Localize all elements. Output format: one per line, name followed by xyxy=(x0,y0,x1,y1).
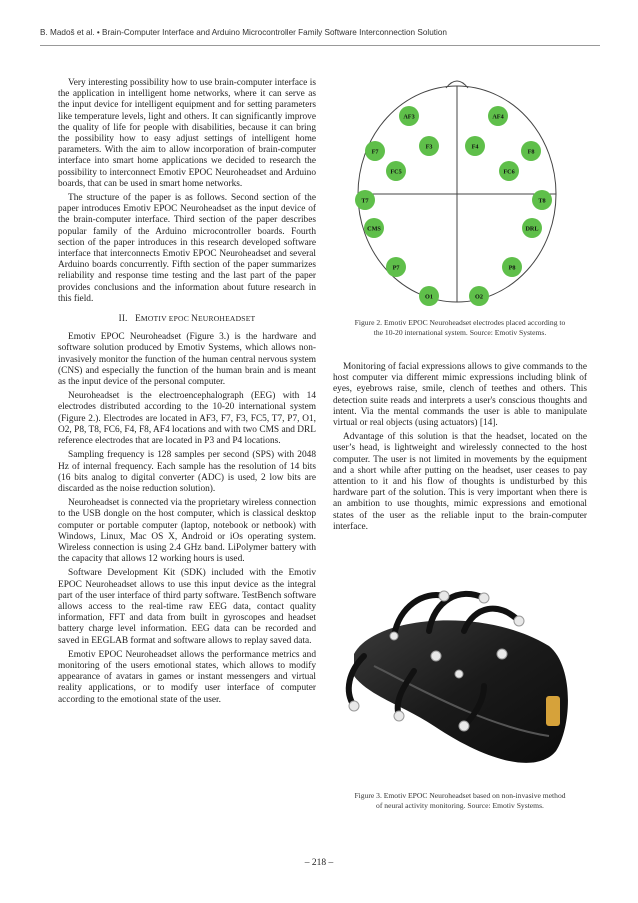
electrode-f4 xyxy=(465,136,485,156)
figure-2-caption xyxy=(328,318,592,337)
svg-text:F3: F3 xyxy=(425,143,433,151)
electrode-af4 xyxy=(488,106,508,126)
svg-text:DRL: DRL xyxy=(525,225,539,233)
section-title-e: E xyxy=(135,313,141,324)
electrode-cms xyxy=(364,218,384,238)
svg-text:F4: F4 xyxy=(471,143,479,151)
right-paragraph-2: Advantage of this solution is that the headset, located on the user’s head, is lightweight and wirelessly connected to the host computer. The user is not limited in movements by the equipment and a short while after putting on the headset, user ceases to pay attention to it and his flow of thoughts is undisturbed by this hardware part of the solution. This is very important when there is an ambition to use thoughts, mimic expressions and emotional states of the user as the reliable input to the brain-computer interface. xyxy=(333,432,587,532)
electrode-head-diagram xyxy=(346,70,568,308)
section2-paragraph-6: Emotiv EPOC Neuroheadset allows the performance metrics and monitoring of the users emotional states, which allows to modify appearance of avatars in games or instant messengers and virtual reality applications, or to modify user interface of computer according to the emotional state of the user. xyxy=(58,649,316,705)
svg-text:FC5: FC5 xyxy=(390,168,402,176)
svg-text:O1: O1 xyxy=(425,293,433,301)
svg-text:F7: F7 xyxy=(371,148,379,156)
svg-text:T8: T8 xyxy=(538,197,546,205)
electrode-o1 xyxy=(419,286,439,306)
electrode-af3 xyxy=(399,106,419,126)
section-title-motiv: MOTIV EPOC xyxy=(140,314,192,324)
svg-text:P8: P8 xyxy=(508,264,516,272)
figure-2-caption-line-2: the 10-20 international system. Source: Emotiv Systems. xyxy=(373,327,547,337)
running-header: B. Madoš et al. • Brain-Computer Interface and Arduino Microcontroller Family Software Interconnection Solution xyxy=(40,28,447,37)
figure-3-caption-line-1: Figure 3. Emotiv EPOC Neuroheadset based on non-invasive method xyxy=(354,791,566,800)
figure-2-electrode-map xyxy=(346,70,568,308)
section2-paragraph-3: Sampling frequency is 128 samples per second (SPS) with 2048 Hz of internal frequency. Each sample has the resolution of 14 bits (16 bits analog to digital converter (ADC) is used, 2 low bits are discarded as the noise reduction solution). xyxy=(58,450,316,494)
section2-paragraph-4: Neuroheadset is connected via the proprietary wireless connection to the USB dongle on the host computer, which is classical desktop computer or portable computer (laptop, notebook or netbook) with Windows, Linux, Mac OS X, Android or iOs operating system. Wireless connection is using 2.4 GHz band. LiPolymer battery with the capacity that allows 12 working hours is used. xyxy=(58,498,316,565)
electrode-p8 xyxy=(502,257,522,277)
figure-3-headset-photo xyxy=(334,576,584,776)
figure-3-caption xyxy=(328,791,592,810)
section-heading-2 xyxy=(58,313,316,324)
svg-text:FC6: FC6 xyxy=(503,168,515,176)
electrode-p7 xyxy=(386,257,406,277)
electrode-fc5 xyxy=(386,161,406,181)
svg-text:AF4: AF4 xyxy=(492,113,504,121)
svg-text:F8: F8 xyxy=(527,148,535,156)
header-rule xyxy=(40,45,600,46)
svg-text:CMS: CMS xyxy=(367,225,381,233)
right-column xyxy=(333,362,587,536)
svg-text:AF3: AF3 xyxy=(403,113,415,121)
battery-accent xyxy=(546,696,560,726)
headset-illustration xyxy=(334,576,584,776)
left-column xyxy=(58,78,316,709)
electrode-drl xyxy=(522,218,542,238)
right-paragraph-1: Monitoring of facial expressions allows to give commands to the host computer via different mimic expressions including blink of eyes, eyebrows raise, smile, clench of teethes and others. This detection suite reads and interprets a user's conscious thoughts and intent. Via the mental commands the user is able to manipulate virtual or real objects (using actuators) [14]. xyxy=(333,362,587,429)
figure-2-caption-line-1: Figure 2. Emotiv EPOC Neuroheadset electrodes placed according to xyxy=(354,318,566,327)
electrode-o2 xyxy=(469,286,489,306)
section-title-euro: EUROHEADSET xyxy=(197,314,256,324)
electrode-f8 xyxy=(521,141,541,161)
section2-paragraph-1: Emotiv EPOC Neuroheadset (Figure 3.) is the hardware and software solution produced by Emotiv Systems, which allows non-invasively monitor the function of the human central nervous system (CNS) and especially the function of the human brain and is meant as the input device of the personal computer. xyxy=(58,332,316,388)
section-number: II. xyxy=(118,313,128,324)
section2-paragraph-5: Software Development Kit (SDK) included with the Emotiv EPOC Neuroheadset allows to use this input device as the integral part of the user interface of third party software. TestBench software allows access to the real-time raw EEG data, contact quality information, FFT and data from built in gyroscopes and headset battery charge level information. EEG data can be recorded and saved in EEGLAB format and software allows to replay saved data. xyxy=(58,568,316,646)
electrode-t7 xyxy=(355,190,375,210)
intro-paragraph-2: The structure of the paper is as follows. Second section of the paper introduces Emotiv EPOC Neuroheadset as the input device of the brain-computer interface. Third section of the paper describes popular family of the Arduino microcontroller boards. Fourth section of the paper introduces in this research developed software interface that interconnects Emotiv EPOC Neuroheadset and several Arduino boards concurrently. Fifth section of the paper summarizes reliability and response time testing and the last part of the paper provides conclusions and the information about future research in this field. xyxy=(58,193,316,304)
svg-text:P7: P7 xyxy=(392,264,400,272)
svg-text:O2: O2 xyxy=(475,293,483,301)
page-number: – 218 – xyxy=(304,858,334,868)
section2-paragraph-2: Neuroheadset is the electroencephalograph (EEG) with 14 electrodes distributed according to the 10-20 international system (Figure 2.). Electrodes are located in AF3, F7, F3, FC5, T7, P7, O1, O2, P8, T8, FC6, F4, F8, AF4 locations and with two CMS and DRL reference electrodes that are located in P3 and P4 locations. xyxy=(58,391,316,447)
electrode-f3 xyxy=(419,136,439,156)
intro-paragraph-1: Very interesting possibility how to use brain-computer interface is the application in intelligent home networks, where it can serve as the input device for intelligent equipment and for setting parameters like temperature levels, light and others. It can significantly improve the quality of life for people with disabilities, because it can bring the possibility how to easy adjust settings of intelligent home parameters. With the aim to allow incorporation of brain-computer interface into smart home applications we decided to research the possibility to interconnect Emotiv EPOC Neuroheadset and Arduino boards, that can be used in smart home networks. xyxy=(58,78,316,189)
svg-text:T7: T7 xyxy=(361,197,369,205)
electrode-f7 xyxy=(365,141,385,161)
electrode-fc6 xyxy=(499,161,519,181)
headset-band xyxy=(354,620,568,763)
section-title-n: N xyxy=(191,313,198,324)
electrode-t8 xyxy=(532,190,552,210)
figure-3-caption-line-2: of neural activity monitoring. Source: Emotiv Systems. xyxy=(376,800,544,810)
